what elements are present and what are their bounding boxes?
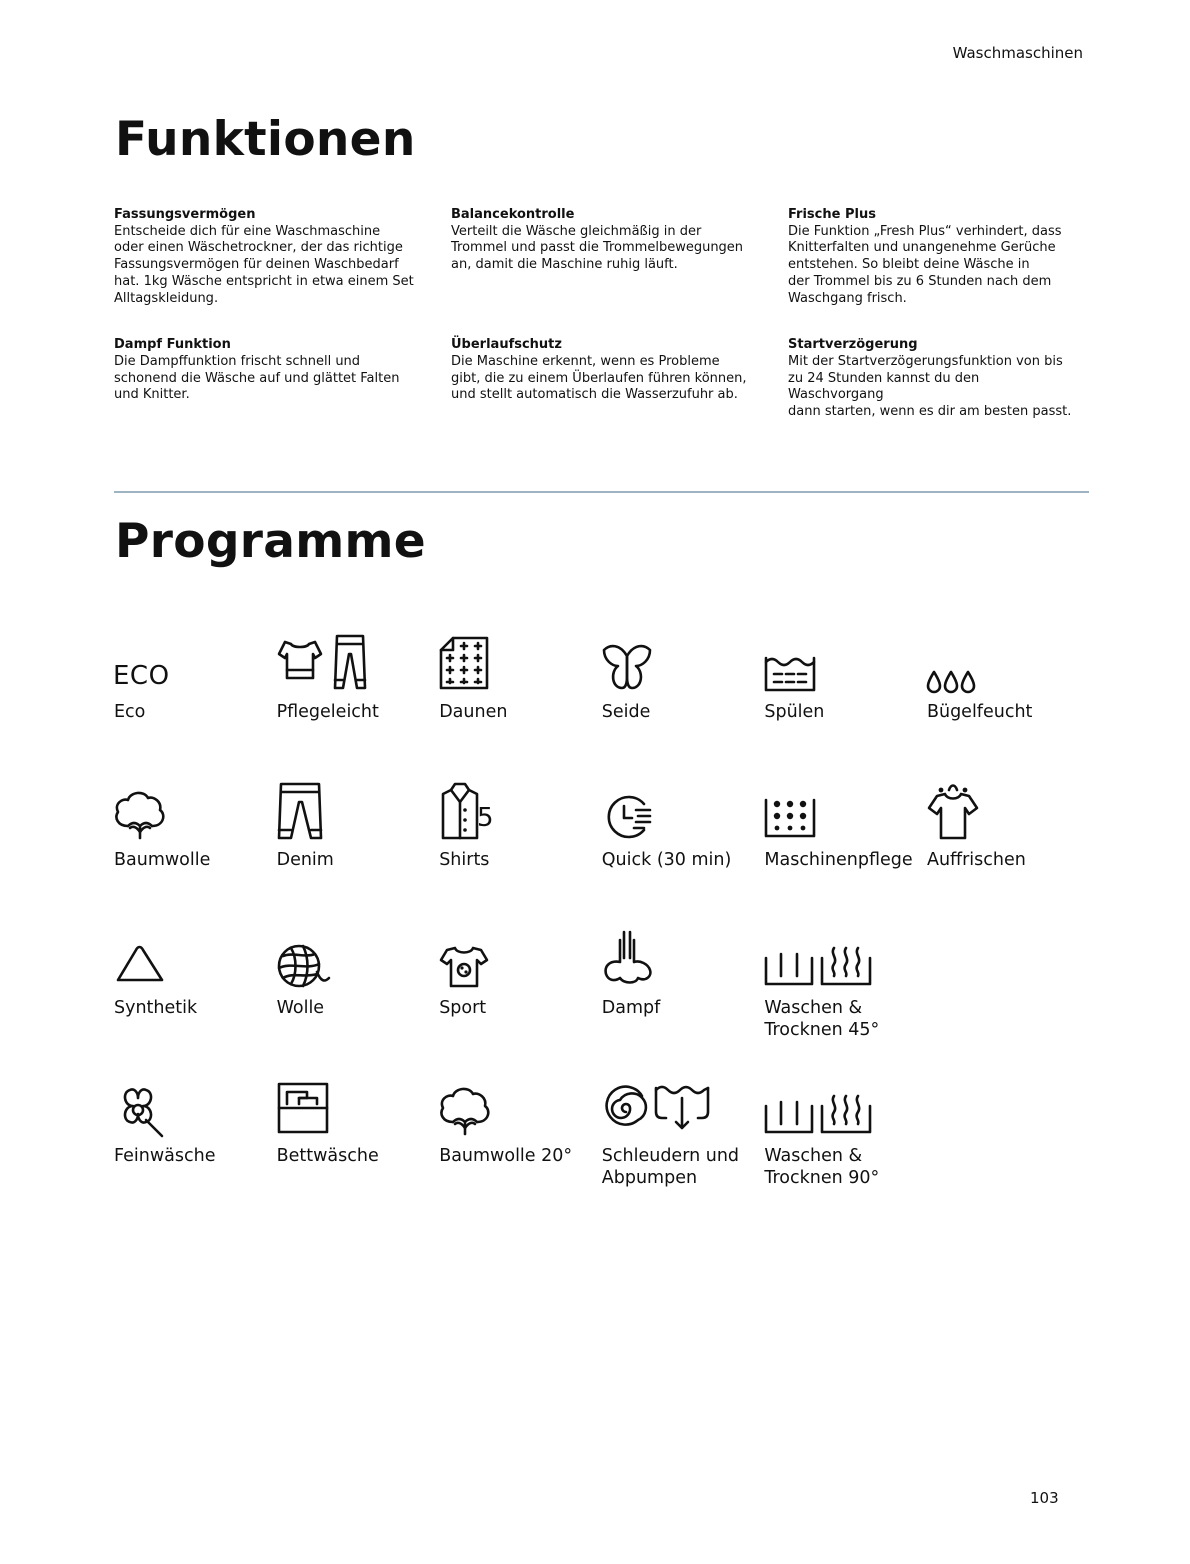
feature-text: Die Funktion „Fresh Plus“ verhindert, dass Knitterfalten und unangenehme Gerüche entstehen. So bleibt deine Wäsche in der Trommel bis zu 6 Stunden nach dem Waschgang frisch. bbox=[788, 223, 1062, 306]
program-empty-slot bbox=[927, 924, 1090, 1072]
program-label: Baumwolle bbox=[114, 850, 211, 870]
program-label: Waschen & Trocknen 45° bbox=[764, 998, 880, 1040]
program-wash-dry-45 bbox=[764, 924, 927, 1072]
triangle-icon bbox=[114, 928, 174, 988]
page-number: 103 bbox=[1030, 1489, 1059, 1507]
rinse-tub-icon bbox=[764, 632, 824, 692]
feature-capacity bbox=[114, 207, 451, 307]
sport-shirt-icon bbox=[439, 928, 499, 988]
duvet-icon bbox=[439, 632, 499, 692]
feature-title: Frische Plus bbox=[788, 207, 876, 222]
butterfly-icon bbox=[602, 632, 662, 692]
eco-icon: ECO bbox=[113, 661, 170, 691]
section-header: Waschmaschinen bbox=[952, 44, 1083, 62]
program-label: Waschen & Trocknen 90° bbox=[764, 1146, 880, 1188]
program-label: Seide bbox=[601, 702, 651, 722]
program-eco bbox=[114, 628, 277, 776]
machine-care-icon bbox=[764, 780, 824, 840]
program-easy-care bbox=[277, 628, 440, 776]
feature-title: Überlaufschutz bbox=[451, 337, 562, 353]
program-label: Dampf bbox=[601, 998, 661, 1018]
program-label: Bettwäsche bbox=[276, 1146, 379, 1166]
wash-dry-90-icon bbox=[764, 1076, 874, 1136]
functions-grid bbox=[114, 207, 1094, 421]
feature-start-delay bbox=[788, 337, 1094, 421]
drops-icon bbox=[927, 632, 987, 692]
program-cotton bbox=[114, 776, 277, 924]
program-label: Quick (30 min) bbox=[601, 850, 732, 870]
feature-steam bbox=[114, 337, 451, 421]
feature-text: Verteilt die Wäsche gleichmäßig in der Trommel und passt die Trommelbewegungen an, damit die Maschine ruhig läuft. bbox=[451, 223, 744, 273]
feature-title: Fassungsvermögen bbox=[114, 207, 256, 222]
program-spin-drain bbox=[602, 1072, 765, 1220]
program-refresh bbox=[927, 776, 1090, 924]
feature-text: Mit der Startverzögerungsfunktion von bis zu 24 Stunden kannst du den Waschvorgang dann starten, wenn es dir am besten passt. bbox=[788, 353, 1072, 420]
program-label: Feinwäsche bbox=[114, 1146, 216, 1166]
shirt-5-icon bbox=[439, 780, 499, 840]
section-divider bbox=[114, 491, 1089, 493]
feature-title: Dampf Funktion bbox=[114, 337, 231, 353]
feature-text: Die Maschine erkennt, wenn es Probleme gibt, die zu einem Überlaufen führen können, und stellt automatisch die Wasserzufuhr ab. bbox=[451, 353, 747, 403]
program-rinse bbox=[764, 628, 927, 776]
program-label: Maschinenpflege bbox=[764, 850, 913, 870]
feature-title: Startverzögerung bbox=[788, 337, 918, 353]
program-synthetic bbox=[114, 924, 277, 1072]
feature-overflow bbox=[451, 337, 788, 421]
program-label: Shirts bbox=[439, 850, 490, 870]
trousers-icon bbox=[277, 780, 337, 840]
tshirt-trousers-icon bbox=[277, 632, 381, 692]
flower-icon bbox=[114, 1076, 174, 1136]
program-denim bbox=[277, 776, 440, 924]
program-machine-care bbox=[764, 776, 927, 924]
program-label: Auffrischen bbox=[926, 850, 1026, 870]
bedding-icon bbox=[277, 1076, 337, 1136]
feature-text: Entscheide dich für eine Waschmaschine oder einen Wäschetrockner, der das richtige Fassungsvermögen für deinen Waschbedarf hat. 1kg Wäsche entspricht in etwa einem Set Alltagskleidung. bbox=[114, 223, 414, 306]
program-quick bbox=[602, 776, 765, 924]
yarn-ball-icon bbox=[277, 928, 337, 988]
program-label: Baumwolle 20° bbox=[439, 1146, 573, 1166]
feature-fresh-plus bbox=[788, 207, 1094, 307]
program-delicates bbox=[114, 1072, 277, 1220]
program-label: Pflegeleicht bbox=[276, 702, 379, 722]
refresh-tshirt-icon bbox=[927, 780, 987, 840]
program-steam bbox=[602, 924, 765, 1072]
program-cotton-20 bbox=[439, 1072, 602, 1220]
program-label: Wolle bbox=[276, 998, 325, 1018]
program-silk bbox=[602, 628, 765, 776]
program-bedding bbox=[277, 1072, 440, 1220]
program-label: Eco bbox=[114, 702, 146, 722]
program-label: Bügelfeucht bbox=[926, 702, 1033, 722]
program-wool bbox=[277, 924, 440, 1072]
program-sport bbox=[439, 924, 602, 1072]
programs-title: Programme bbox=[115, 514, 426, 569]
cotton-20-icon bbox=[439, 1076, 499, 1136]
program-label: Spülen bbox=[764, 702, 825, 722]
feature-text: Die Dampffunktion frischt schnell und schonend die Wäsche auf und glättet Falten und Knitter. bbox=[114, 353, 400, 403]
program-label: Synthetik bbox=[114, 998, 198, 1018]
shirts-icon-number: 5 bbox=[477, 803, 494, 833]
cotton-icon bbox=[114, 780, 174, 840]
steam-icon bbox=[602, 928, 662, 988]
program-label: Sport bbox=[439, 998, 487, 1018]
quick-clock-icon bbox=[602, 780, 662, 840]
program-iron-damp bbox=[927, 628, 1090, 776]
feature-title: Balancekontrolle bbox=[451, 207, 575, 222]
functions-title: Funktionen bbox=[115, 112, 416, 167]
spin-drain-icon bbox=[602, 1076, 712, 1136]
programs-grid bbox=[114, 628, 1094, 1220]
program-shirts bbox=[439, 776, 602, 924]
program-down bbox=[439, 628, 602, 776]
program-label: Schleudern und Abpumpen bbox=[601, 1146, 740, 1188]
program-wash-dry-90 bbox=[764, 1072, 927, 1220]
wash-dry-icon bbox=[764, 928, 874, 988]
feature-balance bbox=[451, 207, 788, 307]
program-label: Denim bbox=[276, 850, 334, 870]
program-label: Daunen bbox=[439, 702, 508, 722]
